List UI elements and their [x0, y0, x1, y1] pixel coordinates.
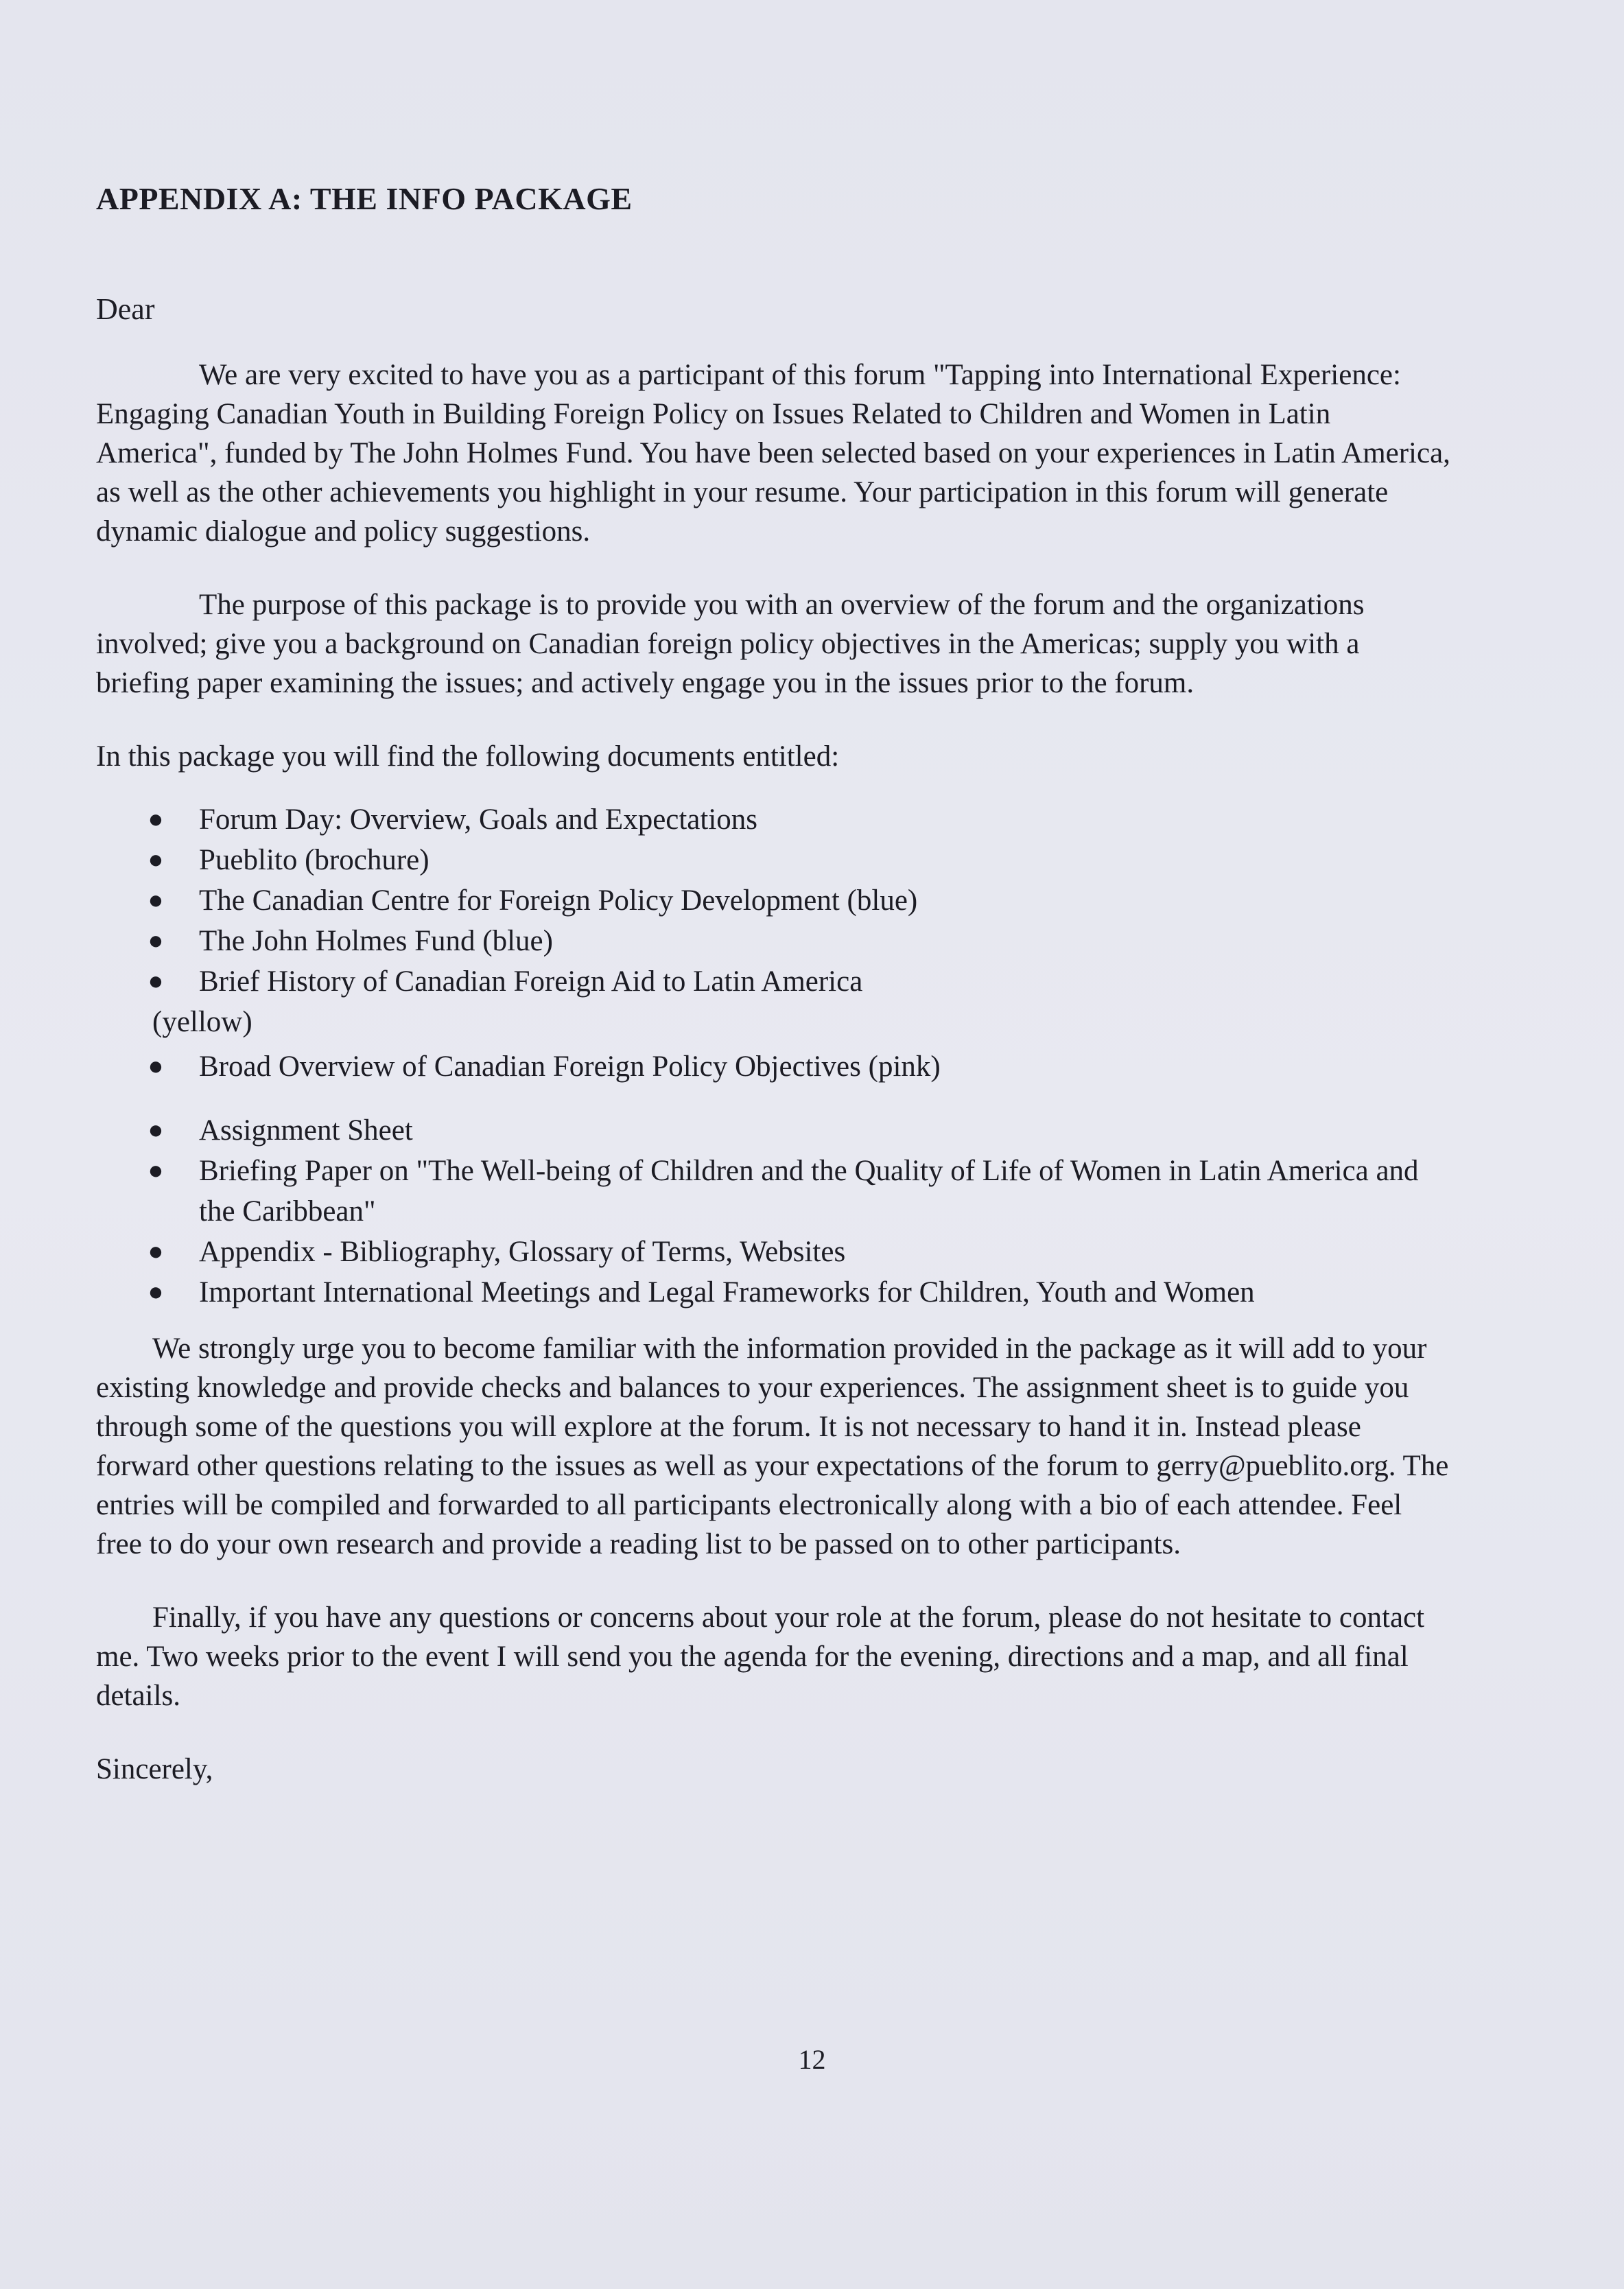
paragraph-purpose: The purpose of this package is to provide you with an overview of the forum and the organizations involved; give you a background on Canadian foreign policy objectives in the Americas; supply you with a briefing paper examining the issues; and actively engage you in the issues prior to the forum.: [96, 588, 1365, 699]
list-item: [96, 840, 1455, 880]
list-item: [96, 1151, 1455, 1232]
list-item: [96, 1272, 1455, 1313]
paragraph-welcome: We are very excited to have you as a participant of this forum "Tapping into International Experience: Engaging Canadian Youth in Building Foreign Policy on Issues Related to Children and Women in Latin America", funded by The John Holmes Fund. You have been selected based on your experiences in Latin America, as well as the other achievements you highlight in your resume. Your participation in this forum will generate dynamic dialogue and policy suggestions.: [96, 358, 1450, 548]
list-item-text: The Canadian Centre for Foreign Policy Development (blue): [199, 884, 918, 917]
bullet-icon: ●: [148, 885, 164, 915]
list-item: [96, 1110, 1455, 1151]
list-item: [96, 799, 1455, 840]
bullet-icon: ●: [148, 1155, 164, 1185]
page-heading: APPENDIX A: THE INFO PACKAGE: [96, 181, 633, 216]
list-item: [96, 880, 1455, 921]
salutation: Dear: [96, 292, 155, 327]
bullet-icon: ●: [148, 1051, 164, 1081]
bullet-icon: ●: [148, 804, 164, 834]
list-item-text: Forum Day: Overview, Goals and Expectations: [199, 803, 758, 836]
list-item-continuation: [96, 1002, 1455, 1042]
closing: Sincerely,: [96, 1752, 213, 1785]
list-item-text: Briefing Paper on "The Well-being of Children and the Quality of Life of Women in Latin America and the Caribbean": [199, 1154, 1419, 1228]
bullet-icon: ●: [148, 845, 164, 874]
list-item-text: The John Holmes Fund (blue): [199, 924, 553, 957]
list-item-text: Broad Overview of Canadian Foreign Policy Objectives (pink): [199, 1050, 941, 1083]
letter-body: [96, 180, 1455, 1789]
bullet-icon: ●: [148, 1115, 164, 1144]
bullet-icon: ●: [148, 966, 164, 996]
bullet-icon: ●: [148, 1236, 164, 1266]
document-list-intro: In this package you will find the following documents entitled:: [96, 740, 840, 773]
paragraph-final: Finally, if you have any questions or concerns about your role at the forum, please do not hesitate to contact me. Two weeks prior to the event I will send you the agenda for the evening, directions and a map, and all final details.: [96, 1601, 1425, 1712]
list-item: [96, 1232, 1455, 1272]
list-item-text: Assignment Sheet: [199, 1114, 413, 1147]
list-item: [96, 961, 1455, 1002]
list-item-text: (yellow): [152, 1005, 252, 1038]
list-item-text: Brief History of Canadian Foreign Aid to Latin America: [199, 965, 863, 998]
paragraph-urge: We strongly urge you to become familiar with the information provided in the package as it will add to your existing knowledge and provide checks and balances to your experiences. The assignment sheet is to guide you through some of the questions you will explore at the forum. It is not necessary to hand it in. Instead please forward other questions relating to the issues as well as your expectations of the forum to gerry@pueblito.org. The entries will be compiled and forwarded to all participants electronically along with a bio of each attendee. Feel free to do your own research and provide a reading list to be passed on to other participants.: [96, 1332, 1449, 1560]
list-item-text: Appendix - Bibliography, Glossary of Terms, Websites: [199, 1235, 846, 1268]
document-list: [96, 799, 1455, 1313]
list-item: [96, 921, 1455, 961]
page-number: 12: [798, 2044, 826, 2075]
list-item-text: Important International Meetings and Legal Frameworks for Children, Youth and Women: [199, 1276, 1255, 1308]
list-item: [96, 1046, 1455, 1087]
bullet-icon: ●: [148, 926, 164, 955]
list-item-text: Pueblito (brochure): [199, 843, 429, 876]
bullet-icon: ●: [148, 1277, 164, 1306]
